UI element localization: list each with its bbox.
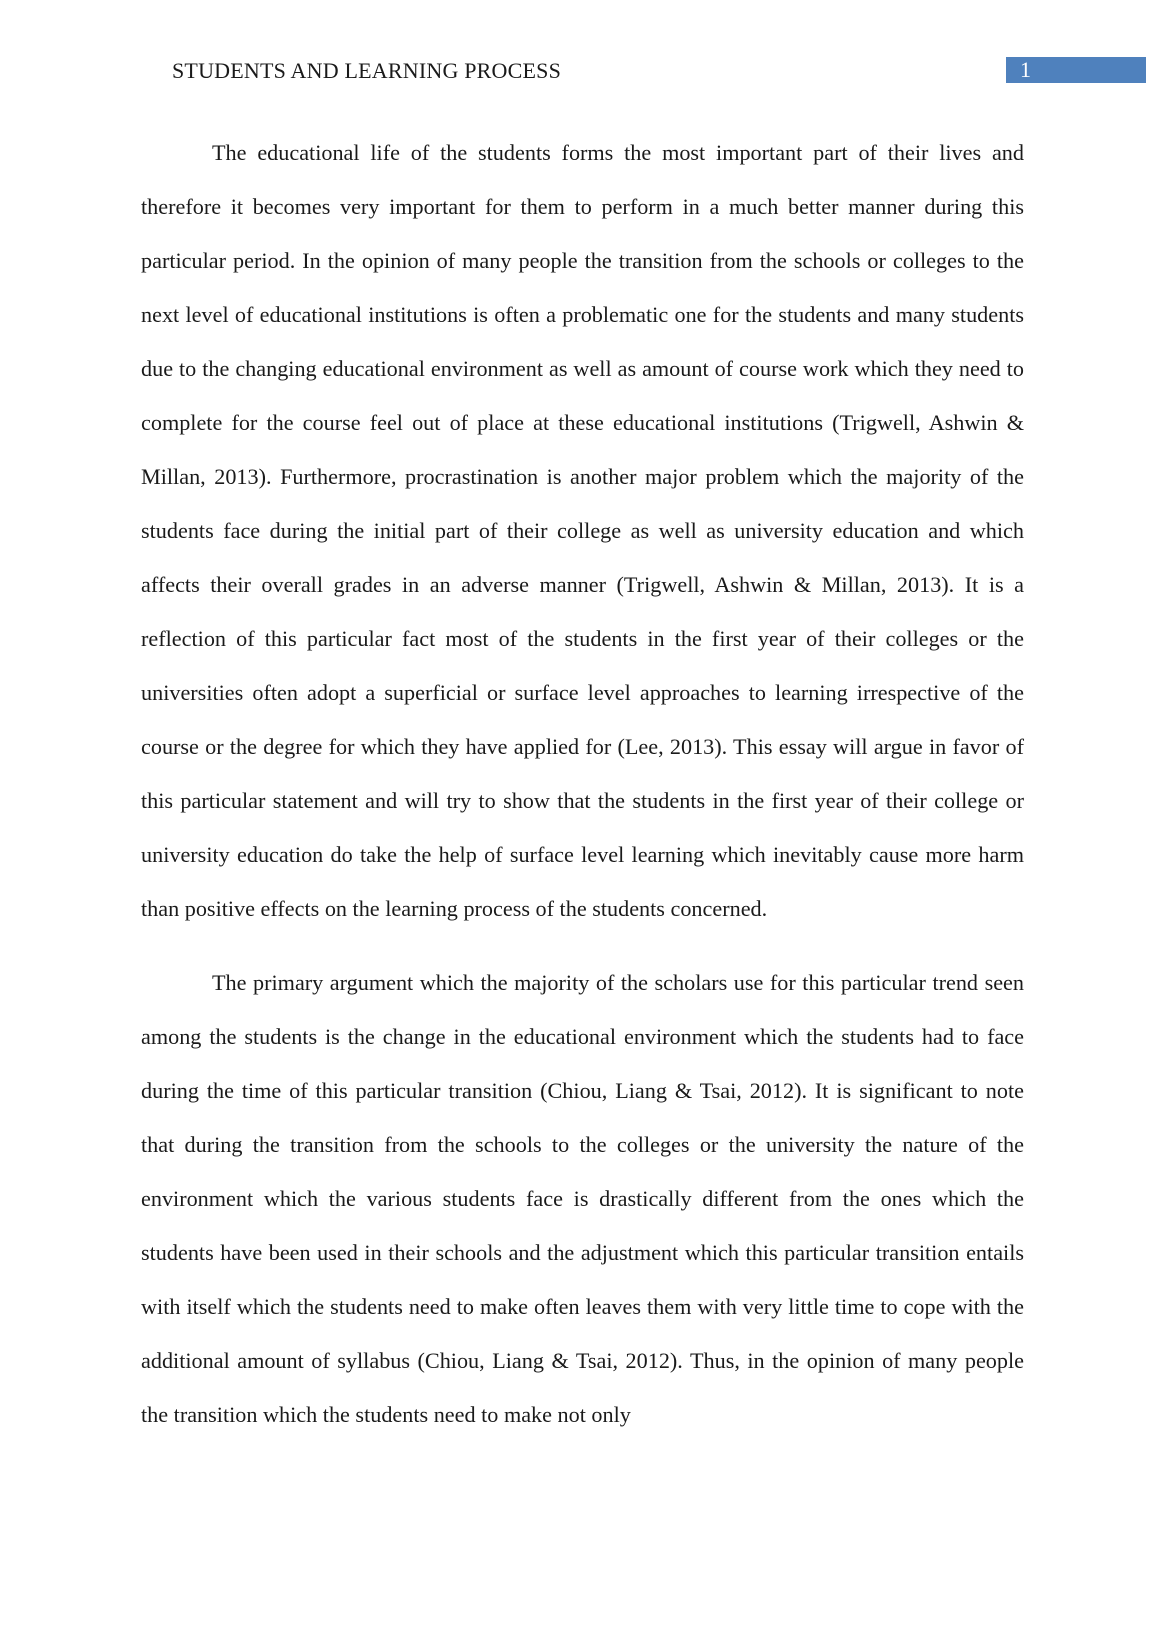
page-number: 1 [1020, 57, 1031, 82]
running-head: STUDENTS AND LEARNING PROCESS [172, 58, 562, 83]
body-text [141, 126, 1024, 1442]
page-number-badge [1006, 57, 1146, 83]
paragraph-2: The primary argument which the majority of the scholars use for this particular trend seen among the students is the change in the educational environment which the students had to face during the time of this particular transition (Chiou, Liang & Tsai, 2012). It is significant to note that during the transition from the schools to the colleges or the university the nature of the environment which the various students face is drastically different from the ones which the students have been used in their schools and the adjustment which this particular transition entails with itself which the students need to make often leaves them with very little time to cope with the additional amount of syllabus (Chiou, Liang & Tsai, 2012). Thus, in the opinion of many people the transition which the students need to make not only [141, 970, 1024, 1427]
paragraph-1: The educational life of the students forms the most important part of their lives and therefore it becomes very important for them to perform in a much better manner during this particular period. In the opinion of many people the transition from the schools or colleges to the next level of educational institutions is often a problematic one for the students and many students due to the changing educational environment as well as amount of course work which they need to complete for the course feel out of place at these educational institutions (Trigwell, Ashwin & Millan, 2013). Furthermore, procrastination is another major problem which the majority of the students face during the initial part of their college as well as university education and which affects their overall grades in an adverse manner (Trigwell, Ashwin & Millan, 2013). It is a reflection of this particular fact most of the students in the first year of their colleges or the universities often adopt a superficial or surface level approaches to learning irrespective of the course or the degree for which they have applied for (Lee, 2013). This essay will argue in favor of this particular statement and will try to show that the students in the first year of their college or university education do take the help of surface level learning which inevitably cause more harm than positive effects on the learning process of the students concerned. [141, 140, 1024, 921]
